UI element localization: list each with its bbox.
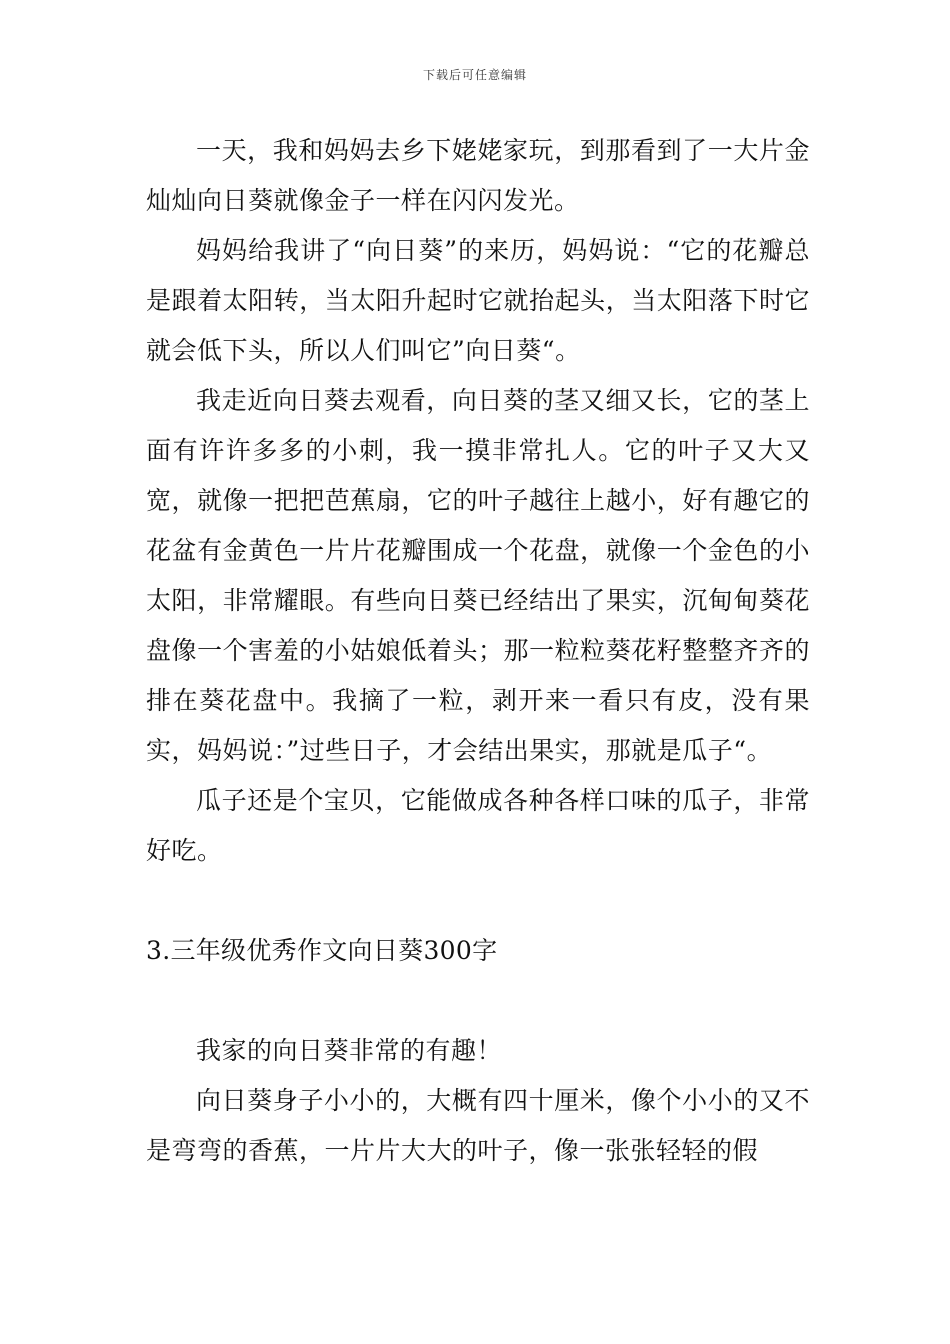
spacer xyxy=(146,976,810,1026)
paragraph: 我家的向日葵非常的有趣！ xyxy=(196,1036,503,1065)
page-header: 下载后可任意编辑 xyxy=(422,68,527,82)
paragraph: 向日葵身子小小的，大概有四十厘米，像个小小的又不是弯弯的香蕉，一片片大大的叶子，像一张张轻轻的假 xyxy=(146,1086,810,1165)
paragraph: 一天，我和妈妈去乡下姥姥家玩，到那看到了一大片金灿灿向日葵就像金子一样在闪闪发光。 xyxy=(146,136,810,215)
paragraph: 我走近向日葵去观看，向日葵的茎又细又长，它的茎上面有许许多多的小刺，我一摸非常扎人。它的叶子又大又宽，就像一把把芭蕉扇，它的叶子越往上越小，好有趣它的花盆有金黄色一片片花瓣围成一个花盘，就像一个金色的小太阳，非常耀眼。有些向日葵已经结出了果实，沉甸甸葵花盘像一个害羞的小姑娘低着头；那一粒粒葵花籽整整齐齐的排在葵花盘中。我摘了一粒，剥开来一看只有皮，没有果实，妈妈说：”过些日子，才会结出果实，那就是瓜子“。 xyxy=(146,386,810,765)
document-body xyxy=(146,126,810,1176)
paragraph: 瓜子还是个宝贝，它能做成各种各样口味的瓜子，非常好吃。 xyxy=(146,786,810,865)
section-heading: 3.三年级优秀作文向日葵300字 xyxy=(146,936,498,965)
paragraph: 妈妈给我讲了“向日葵”的来历，妈妈说：“它的花瓣总是跟着太阳转，当太阳升起时它就抬起头，当太阳落下时它就会低下头，所以人们叫它”向日葵“。 xyxy=(146,236,810,365)
spacer xyxy=(146,876,810,926)
